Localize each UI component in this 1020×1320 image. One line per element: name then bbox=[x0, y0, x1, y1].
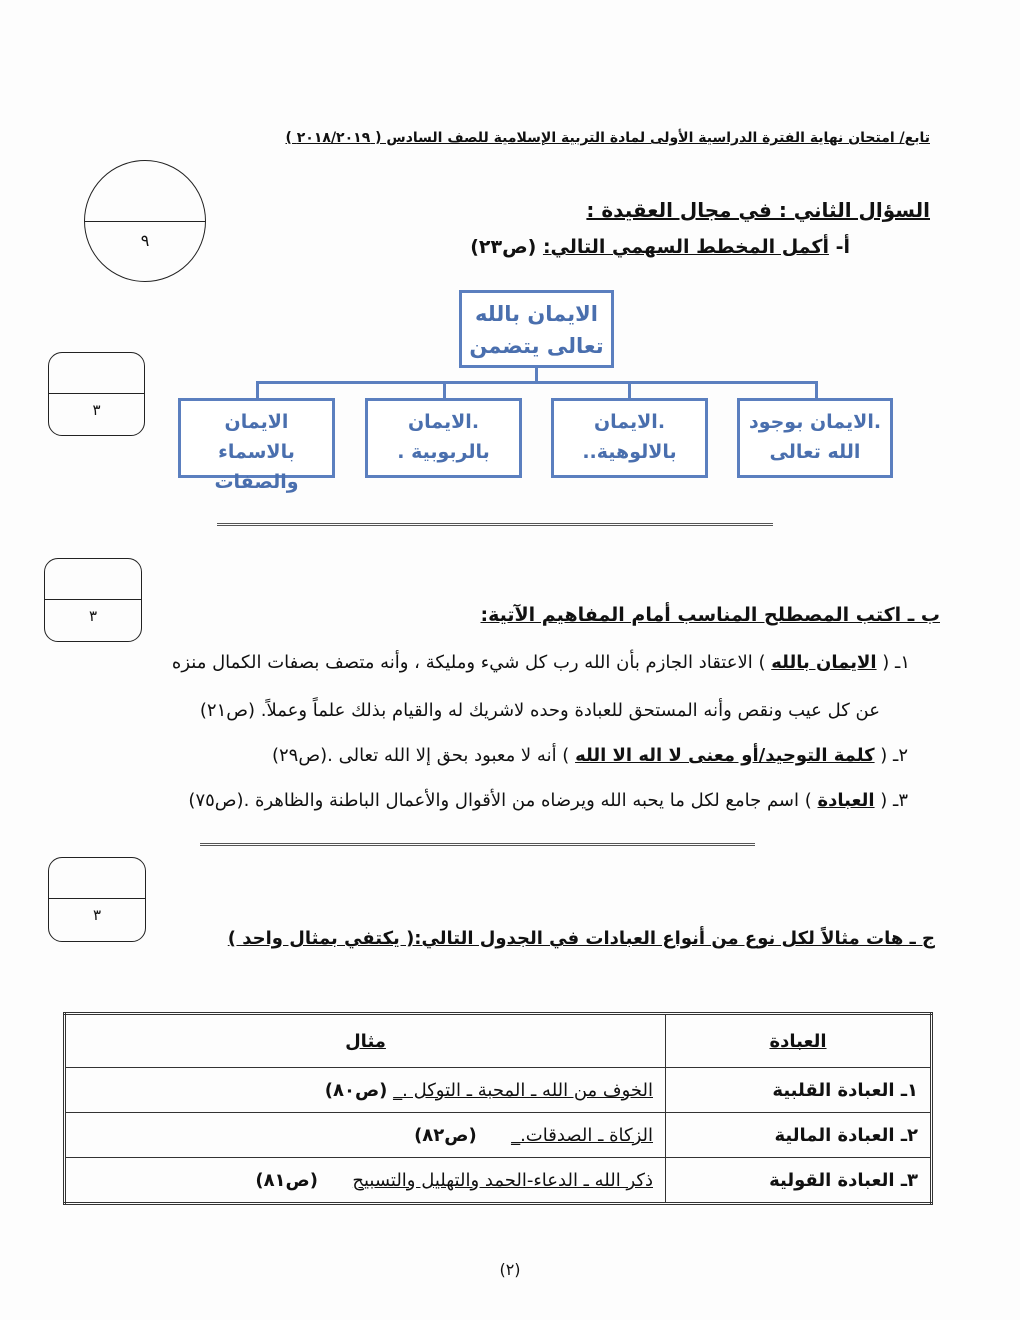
worship-example bbox=[65, 1158, 666, 1204]
header-example: مثال bbox=[65, 1014, 666, 1068]
exam-header: تابع/ امتحان نهاية الفترة الدراسية الأولى لمادة التربية الإسلامية للصف السادس ( ٢٠١٨/٢٠١٩ ) bbox=[285, 130, 930, 146]
diagram-child: .الايمان بالربوبية . bbox=[365, 398, 522, 478]
diagram-child: .الايمان بوجود الله تعالى bbox=[737, 398, 893, 478]
connector bbox=[256, 381, 818, 384]
table-row bbox=[65, 1068, 932, 1113]
total-score: ٩ bbox=[140, 231, 150, 250]
connector bbox=[256, 381, 259, 399]
worship-example bbox=[65, 1113, 666, 1158]
table-row bbox=[65, 1158, 932, 1204]
question-title: السؤال الثاني : في مجال العقيدة : bbox=[586, 198, 930, 222]
header-worship: العبادة bbox=[666, 1014, 932, 1068]
item-term: العبادة bbox=[817, 790, 875, 811]
worship-type: ٢ـ العبادة المالية bbox=[666, 1113, 932, 1158]
connector bbox=[815, 381, 818, 399]
worship-example bbox=[65, 1068, 666, 1113]
item-number: ١ـ ( bbox=[882, 652, 910, 673]
part-c-title: ج ـ هات مثالاً لكل نوع من أنواع العبادات في الجدول التالي:( يكتفي بمثال واحد ) bbox=[227, 928, 935, 949]
worship-table bbox=[63, 1012, 933, 1205]
example-text: الخوف من الله ـ المحبة ـ التوكل ._ bbox=[393, 1079, 653, 1101]
diagram-child: الايمان بالاسماء والصفات bbox=[178, 398, 335, 478]
connector bbox=[443, 381, 446, 399]
part-a-ref: (ص٢٣) bbox=[470, 236, 537, 258]
worship-type: ١ـ العبادة القلبية bbox=[666, 1068, 932, 1113]
part-c-score-box bbox=[48, 857, 146, 942]
part-b-score-box bbox=[44, 558, 142, 642]
score-divider bbox=[49, 393, 144, 394]
example-ref: (ص٨١) bbox=[255, 1169, 318, 1191]
definition-item bbox=[272, 745, 908, 766]
table-row bbox=[65, 1113, 932, 1158]
connector bbox=[628, 381, 631, 399]
diagram-root: الايمان بالله تعالى يتضمن bbox=[459, 290, 614, 368]
item-number: ٢ـ ( bbox=[880, 745, 908, 766]
page-number: (٢) bbox=[499, 1260, 521, 1279]
example-text: الزكاة ـ الصدقات._ bbox=[511, 1124, 653, 1146]
worship-type: ٣ـ العبادة القولية bbox=[666, 1158, 932, 1204]
example-text: ذكر الله ـ الدعاء-الحمد والتهليل والتسبيح bbox=[352, 1169, 653, 1191]
part-b-title: ب ـ اكتب المصطلح المناسب أمام المفاهيم الآتية: bbox=[480, 604, 940, 626]
definition-item-continued: عن كل عيب ونقص وأنه المستحق للعبادة وحده لاشريك له والقيام بذلك علماً وعملاً. (ص٢١) bbox=[199, 700, 880, 721]
example-ref: (ص٨٠) bbox=[324, 1079, 388, 1101]
part-a-score-box bbox=[48, 352, 145, 436]
score-divider bbox=[49, 898, 145, 899]
item-term: كلمة التوحيد/أو معنى لا اله الا الله bbox=[575, 745, 875, 766]
definition-item bbox=[172, 652, 910, 673]
separator bbox=[200, 843, 755, 846]
part-a-label: أكمل المخطط السهمي التالي: bbox=[542, 236, 829, 258]
item-term: الايمان بالله bbox=[771, 652, 877, 673]
definition-item bbox=[188, 790, 908, 811]
total-score-circle bbox=[84, 160, 206, 282]
item-definition: ) الاعتقاد الجازم بأن الله رب كل شيء ومليكة ، وأنه متصف بصفات الكمال منزه bbox=[171, 652, 766, 673]
part-c-score: ٣ bbox=[92, 906, 102, 924]
item-definition: ) أنه لا معبود بحق إلا الله تعالى .(ص٢٩) bbox=[271, 745, 570, 766]
diagram-child: .الايمان بالالوهية.. bbox=[551, 398, 708, 478]
example-ref: (ص٨٢) bbox=[414, 1124, 477, 1146]
score-divider bbox=[45, 599, 141, 600]
score-divider bbox=[85, 221, 205, 222]
part-b-score: ٣ bbox=[88, 607, 98, 625]
item-number: ٣ـ ( bbox=[880, 790, 908, 811]
part-a-title bbox=[470, 236, 850, 258]
part-a-score: ٣ bbox=[92, 401, 101, 419]
part-a-prefix: أ- bbox=[835, 236, 850, 258]
separator bbox=[217, 523, 773, 526]
item-definition: ) اسم جامع لكل ما يحبه الله ويرضاه من الأقوال والأعمال الباطنة والظاهرة .(ص٧٥) bbox=[188, 790, 812, 811]
